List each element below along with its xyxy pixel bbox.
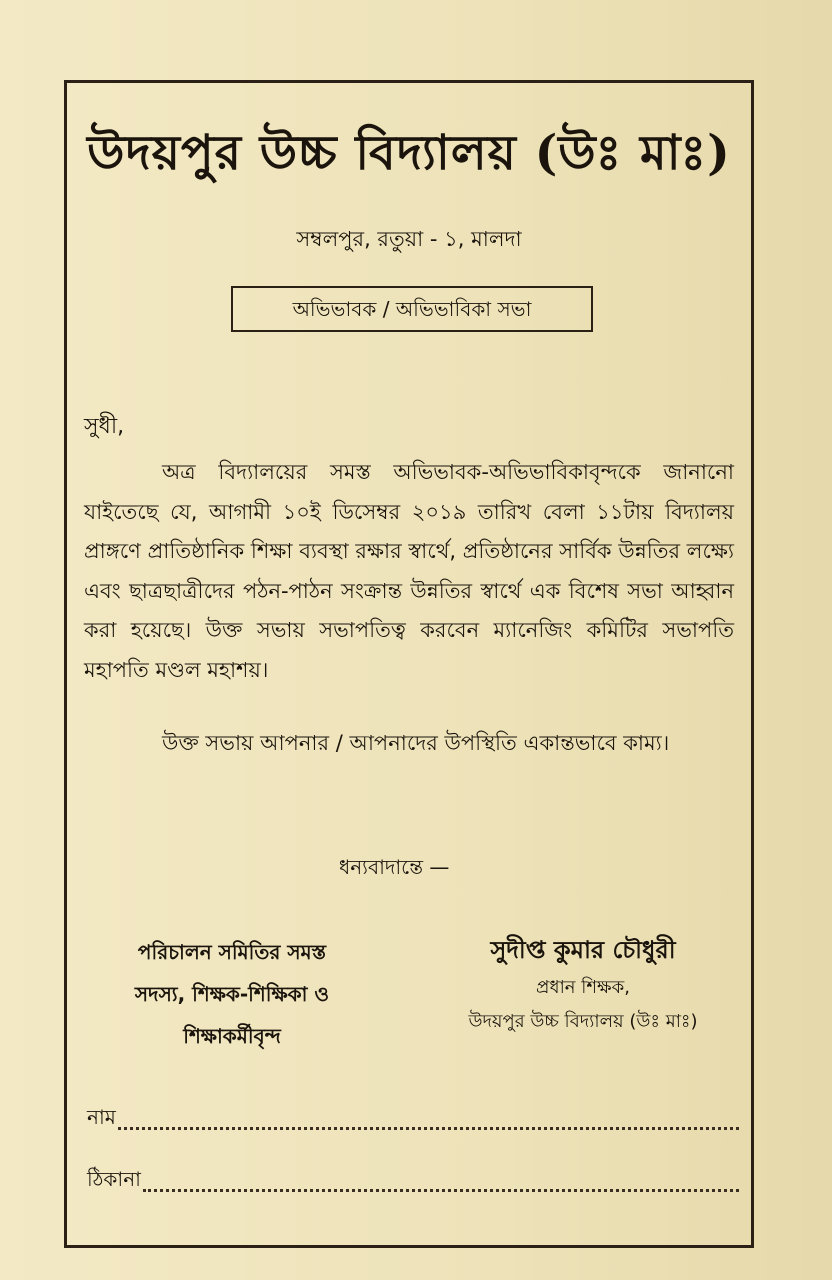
address-field-label: ঠিকানা (87, 1167, 141, 1191)
notice-frame (64, 80, 754, 1248)
headmaster-designation: প্রধান শিক্ষক, (536, 977, 630, 998)
school-name-heading: উদয়পুর উচ্চ বিদ্যালয় (উঃ মাঃ) (87, 125, 731, 181)
closing-thanks: ধন্যবাদান্তে — (339, 855, 450, 879)
headmaster-name: সুদীপ্ত কুমার চৌধুরী (490, 936, 676, 964)
notice-paragraph-2: উক্ত সভায় আপনার / আপনাদের উপস্থিতি একান্তভাবে কাম্য। (162, 731, 670, 755)
committee-line-1: পরিচালন সমিতির সমস্ত (137, 940, 327, 964)
committee-signatory (87, 931, 377, 1057)
meeting-title-box: অভিভাবক / অভিভাবিকা সভা (231, 286, 593, 332)
salutation: সুধী, (84, 414, 125, 439)
address-dotted-line[interactable] (143, 1189, 739, 1192)
committee-line-3: শিক্ষাকর্মীবৃন্দ (183, 1024, 281, 1048)
headmaster-signatory (423, 929, 743, 1039)
notice-paragraph-1: অত্র বিদ্যালয়ের সমস্ত অভিভাবক-অভিভাবিকাবৃন্দকে জানানো যাইতেছে যে, আগামী ১০ই ডিসেম্বর ২০১৯ তারিখ বেলা ১১টায় বিদ্যালয় প্রাঙ্গণে প্রাতিষ্ঠানিক শিক্ষা ব্যবস্থা রক্ষার স্বার্থে, প্রতিষ্ঠানের সার্বিক উন্নতির লক্ষ্যে এবং ছাত্রছাত্রীদের পঠন-পাঠন সংক্রান্ত উন্নতির স্বার্থে এক বিশেষ সভা আহ্বান করা হয়েছে। উক্ত সভায় সভাপতিত্ব করবেন ম্যানেজিং কমিটির সভাপতি মহাপতি মণ্ডল মহাশয়। (84, 460, 734, 682)
address-field[interactable] (87, 1165, 739, 1198)
school-address: সম্বলপুর, রতুয়া - ১, মালদা (296, 227, 522, 251)
name-dotted-line[interactable] (118, 1127, 739, 1130)
name-field[interactable] (87, 1103, 739, 1136)
name-field-label: নাম (87, 1105, 116, 1129)
committee-line-2: সদস্য, শিক্ষক-শিক্ষিকা ও (134, 982, 330, 1006)
headmaster-school: উদয়পুর উচ্চ বিদ্যালয় (উঃ মাঃ) (468, 1011, 698, 1032)
